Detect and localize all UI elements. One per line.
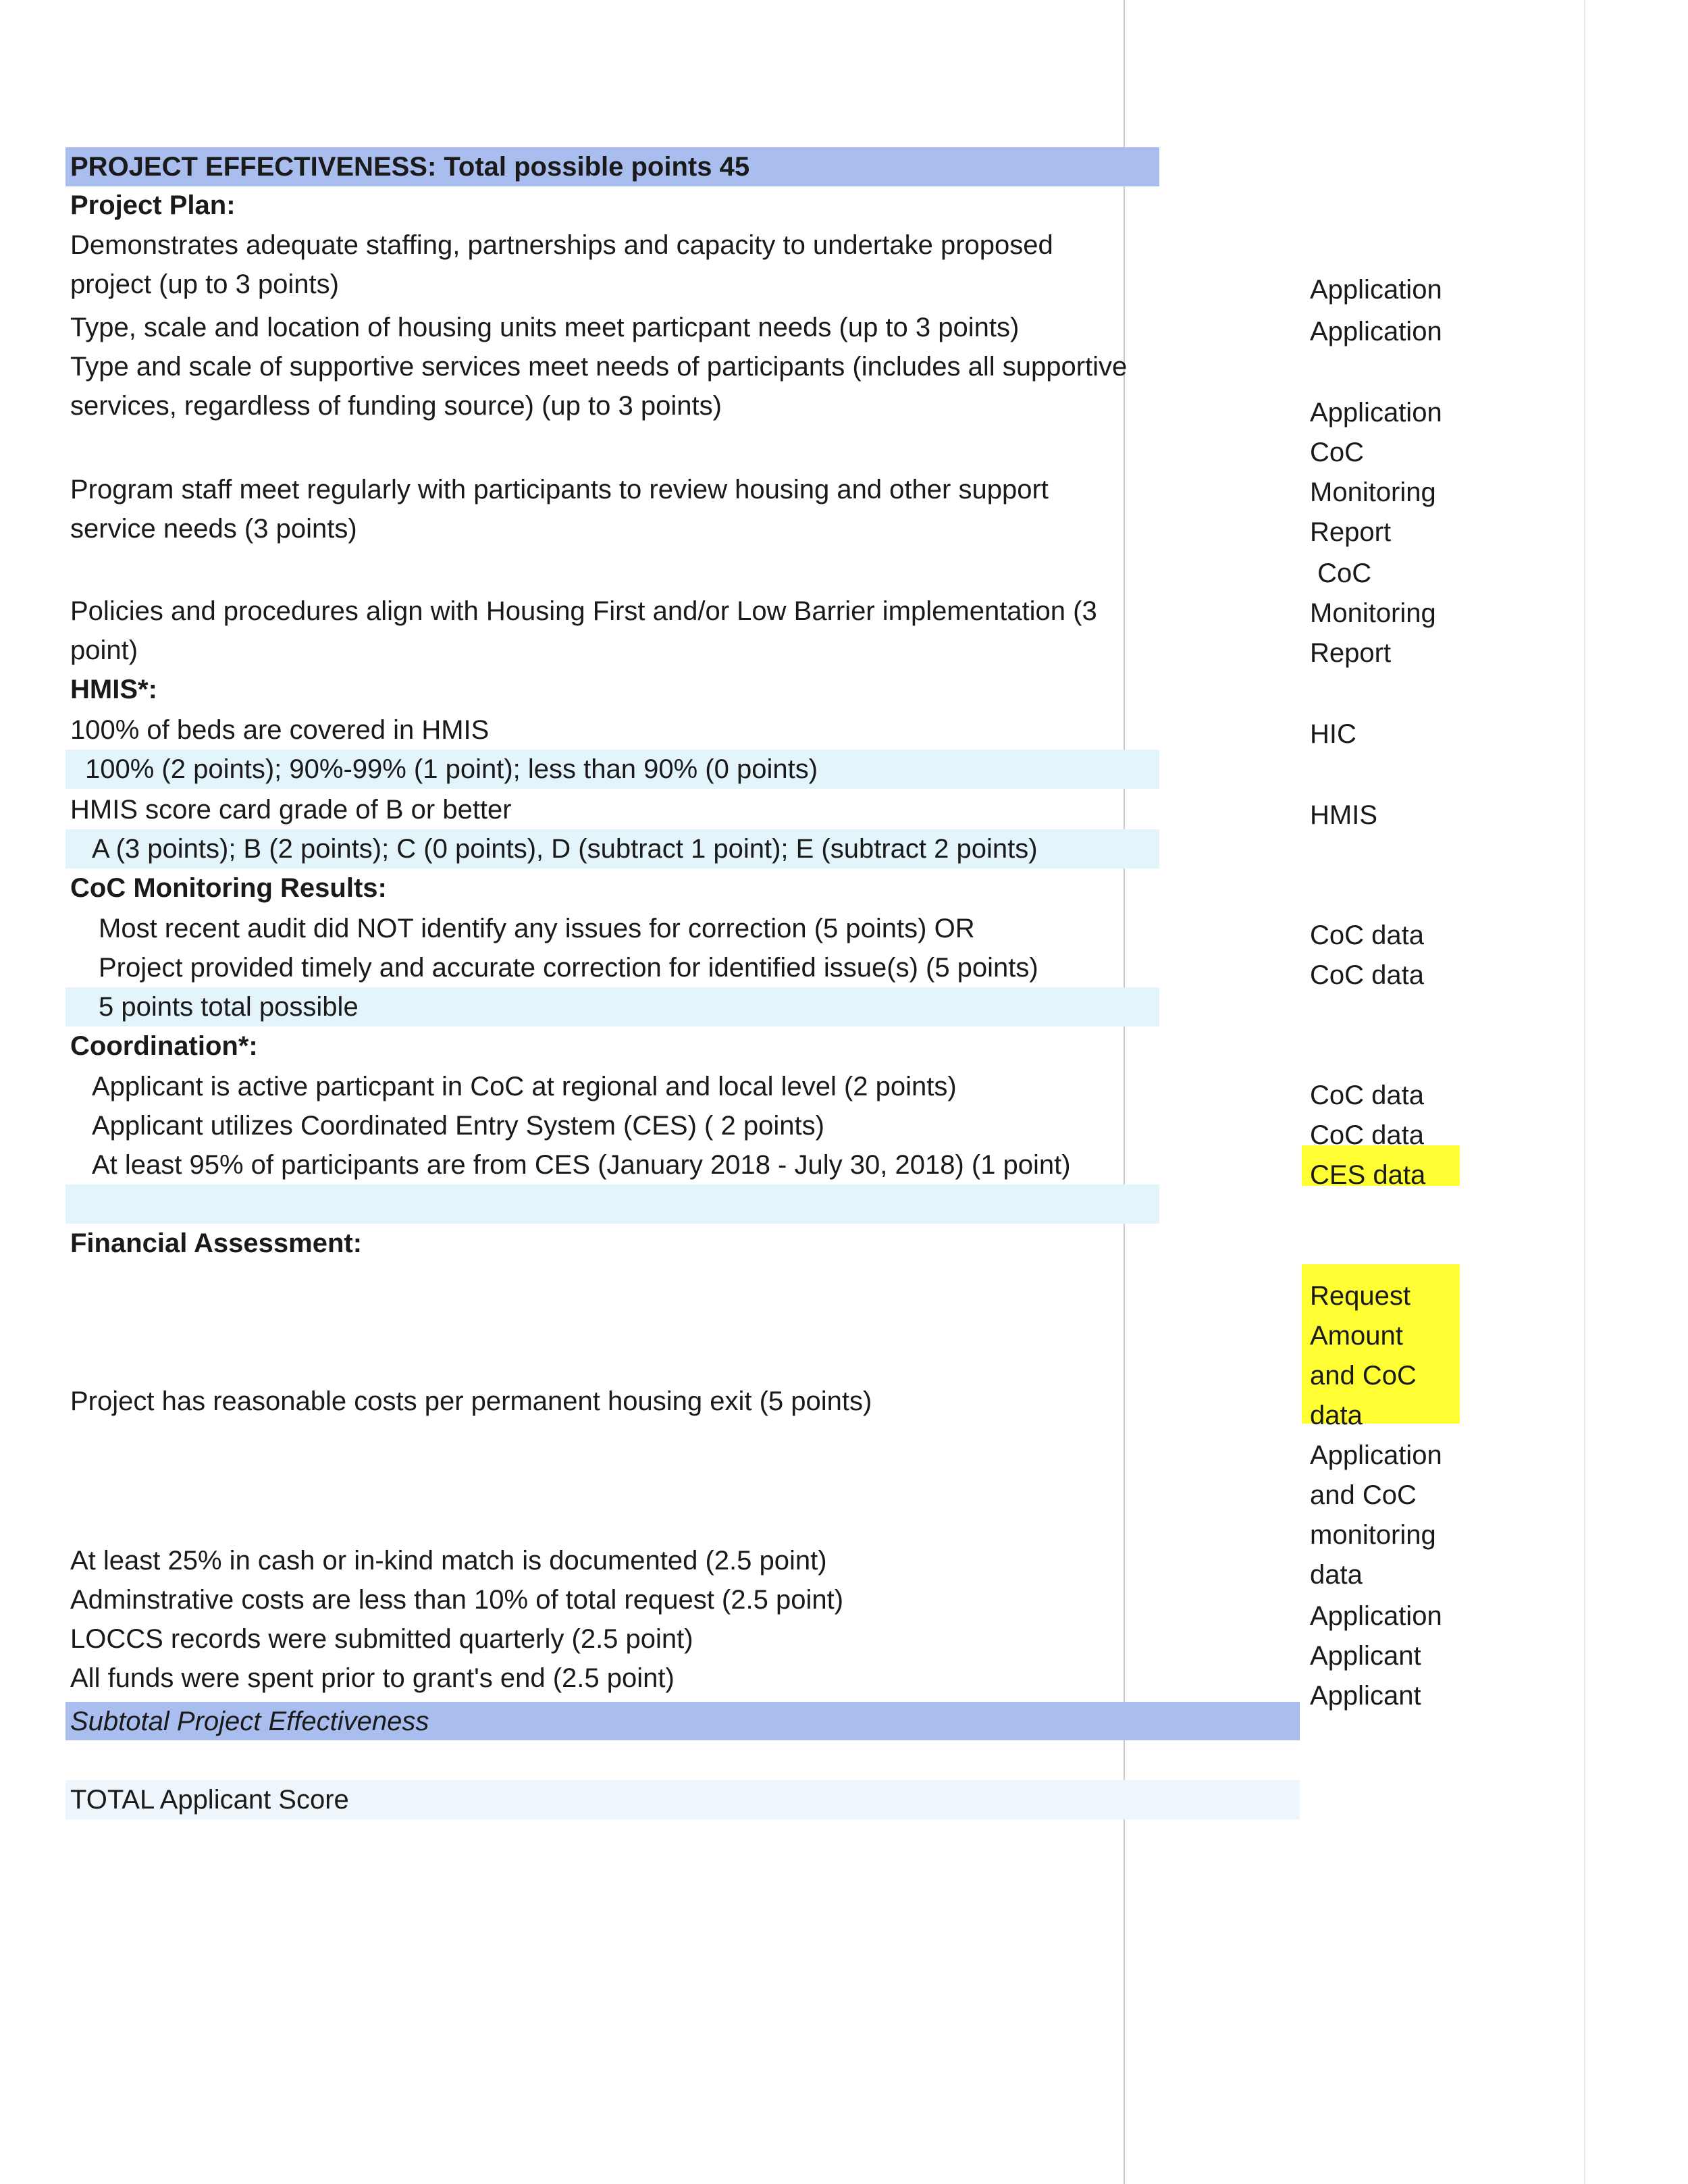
criterion-text: LOCCS records were submitted quarterly (2.5 point) [70,1624,693,1654]
source-label: Amount [1310,1321,1403,1351]
criterion-text: At least 25% in cash or in-kind match is documented (2.5 point) [70,1546,827,1576]
column-divider-line [1124,0,1125,2184]
source-label: CoC data [1310,1120,1424,1150]
criterion-text: Adminstrative costs are less than 10% of total request (2.5 point) [70,1585,844,1615]
source-label: CES data [1310,1160,1426,1190]
page-edge-line [1584,0,1585,2184]
criterion-text: services, regardless of funding source) (up to 3 points) [70,391,722,421]
source-label: Report [1310,638,1392,668]
source-label: Monitoring [1310,598,1436,628]
source-label: CoC data [1310,960,1424,990]
coc-monitoring-heading: CoC Monitoring Results: [70,873,387,903]
coordination-band [65,1185,1159,1224]
source-label: Monitoring [1310,477,1436,507]
criterion-text: 100% of beds are covered in HMIS [70,715,490,745]
criterion-text: Type and scale of supportive services meet needs of participants (includes all supportive [70,352,1128,382]
criterion-text: Applicant utilizes Coordinated Entry System (CES) ( 2 points) [92,1111,824,1141]
source-label: HIC [1310,719,1356,749]
criterion-text: 100% (2 points); 90%-99% (1 point); less than 90% (0 points) [85,754,818,784]
criterion-text: At least 95% of participants are from CES (January 2018 - July 30, 2018) (1 point) [92,1150,1071,1180]
source-label: CoC data [1310,1081,1424,1110]
criterion-text: project (up to 3 points) [70,269,339,299]
source-label: Request [1310,1281,1410,1311]
source-label: Applicant [1310,1681,1421,1711]
criterion-text: point) [70,635,138,665]
coordination-heading: Coordination*: [70,1031,258,1061]
criterion-text: Project provided timely and accurate correction for identified issue(s) (5 points) [99,953,1038,983]
source-label: CoC [1310,438,1365,467]
source-label: data [1310,1401,1363,1430]
criterion-text: All funds were spent prior to grant's end (2.5 point) [70,1663,675,1693]
criterion-text: 5 points total possible [99,992,359,1022]
project-plan-heading: Project Plan: [70,190,236,220]
source-label: Application [1310,275,1442,305]
source-label: Application [1310,317,1442,346]
source-label: Applicant [1310,1641,1421,1671]
total-label: TOTAL Applicant Score [70,1785,349,1815]
source-label: Application [1310,1440,1442,1470]
criterion-text: A (3 points); B (2 points); C (0 points), D (subtract 1 point); E (subtract 2 points) [92,834,1038,864]
source-label: data [1310,1560,1363,1590]
source-label: Application [1310,398,1442,427]
hmis-heading: HMIS*: [70,675,157,704]
criterion-text: Project has reasonable costs per permanent housing exit (5 points) [70,1386,872,1416]
source-label: monitoring [1310,1520,1436,1550]
criterion-text: Demonstrates adequate staffing, partnerships and capacity to undertake proposed [70,230,1053,260]
subtotal-label: Subtotal Project Effectiveness [70,1707,429,1736]
source-label: HMIS [1310,800,1377,830]
source-label: and CoC [1310,1361,1417,1390]
criterion-text: Policies and procedures align with Housing First and/or Low Barrier implementation (3 [70,596,1097,626]
financial-heading: Financial Assessment: [70,1228,363,1258]
criterion-text: Applicant is active particpant in CoC at regional and local level (2 points) [92,1072,957,1101]
criterion-text: Type, scale and location of housing units meet particpant needs (up to 3 points) [70,313,1020,342]
source-label: Application [1310,1601,1442,1631]
source-label: Report [1310,517,1392,547]
criterion-text: service needs (3 points) [70,514,357,544]
source-label: CoC [1310,558,1372,588]
source-label: CoC data [1310,920,1424,950]
source-label: and CoC [1310,1480,1417,1510]
section-header: PROJECT EFFECTIVENESS: Total possible points 45 [70,152,750,182]
criterion-text: Most recent audit did NOT identify any issues for correction (5 points) OR [99,914,975,943]
criterion-text: Program staff meet regularly with participants to review housing and other support [70,475,1049,504]
criterion-text: HMIS score card grade of B or better [70,795,512,825]
